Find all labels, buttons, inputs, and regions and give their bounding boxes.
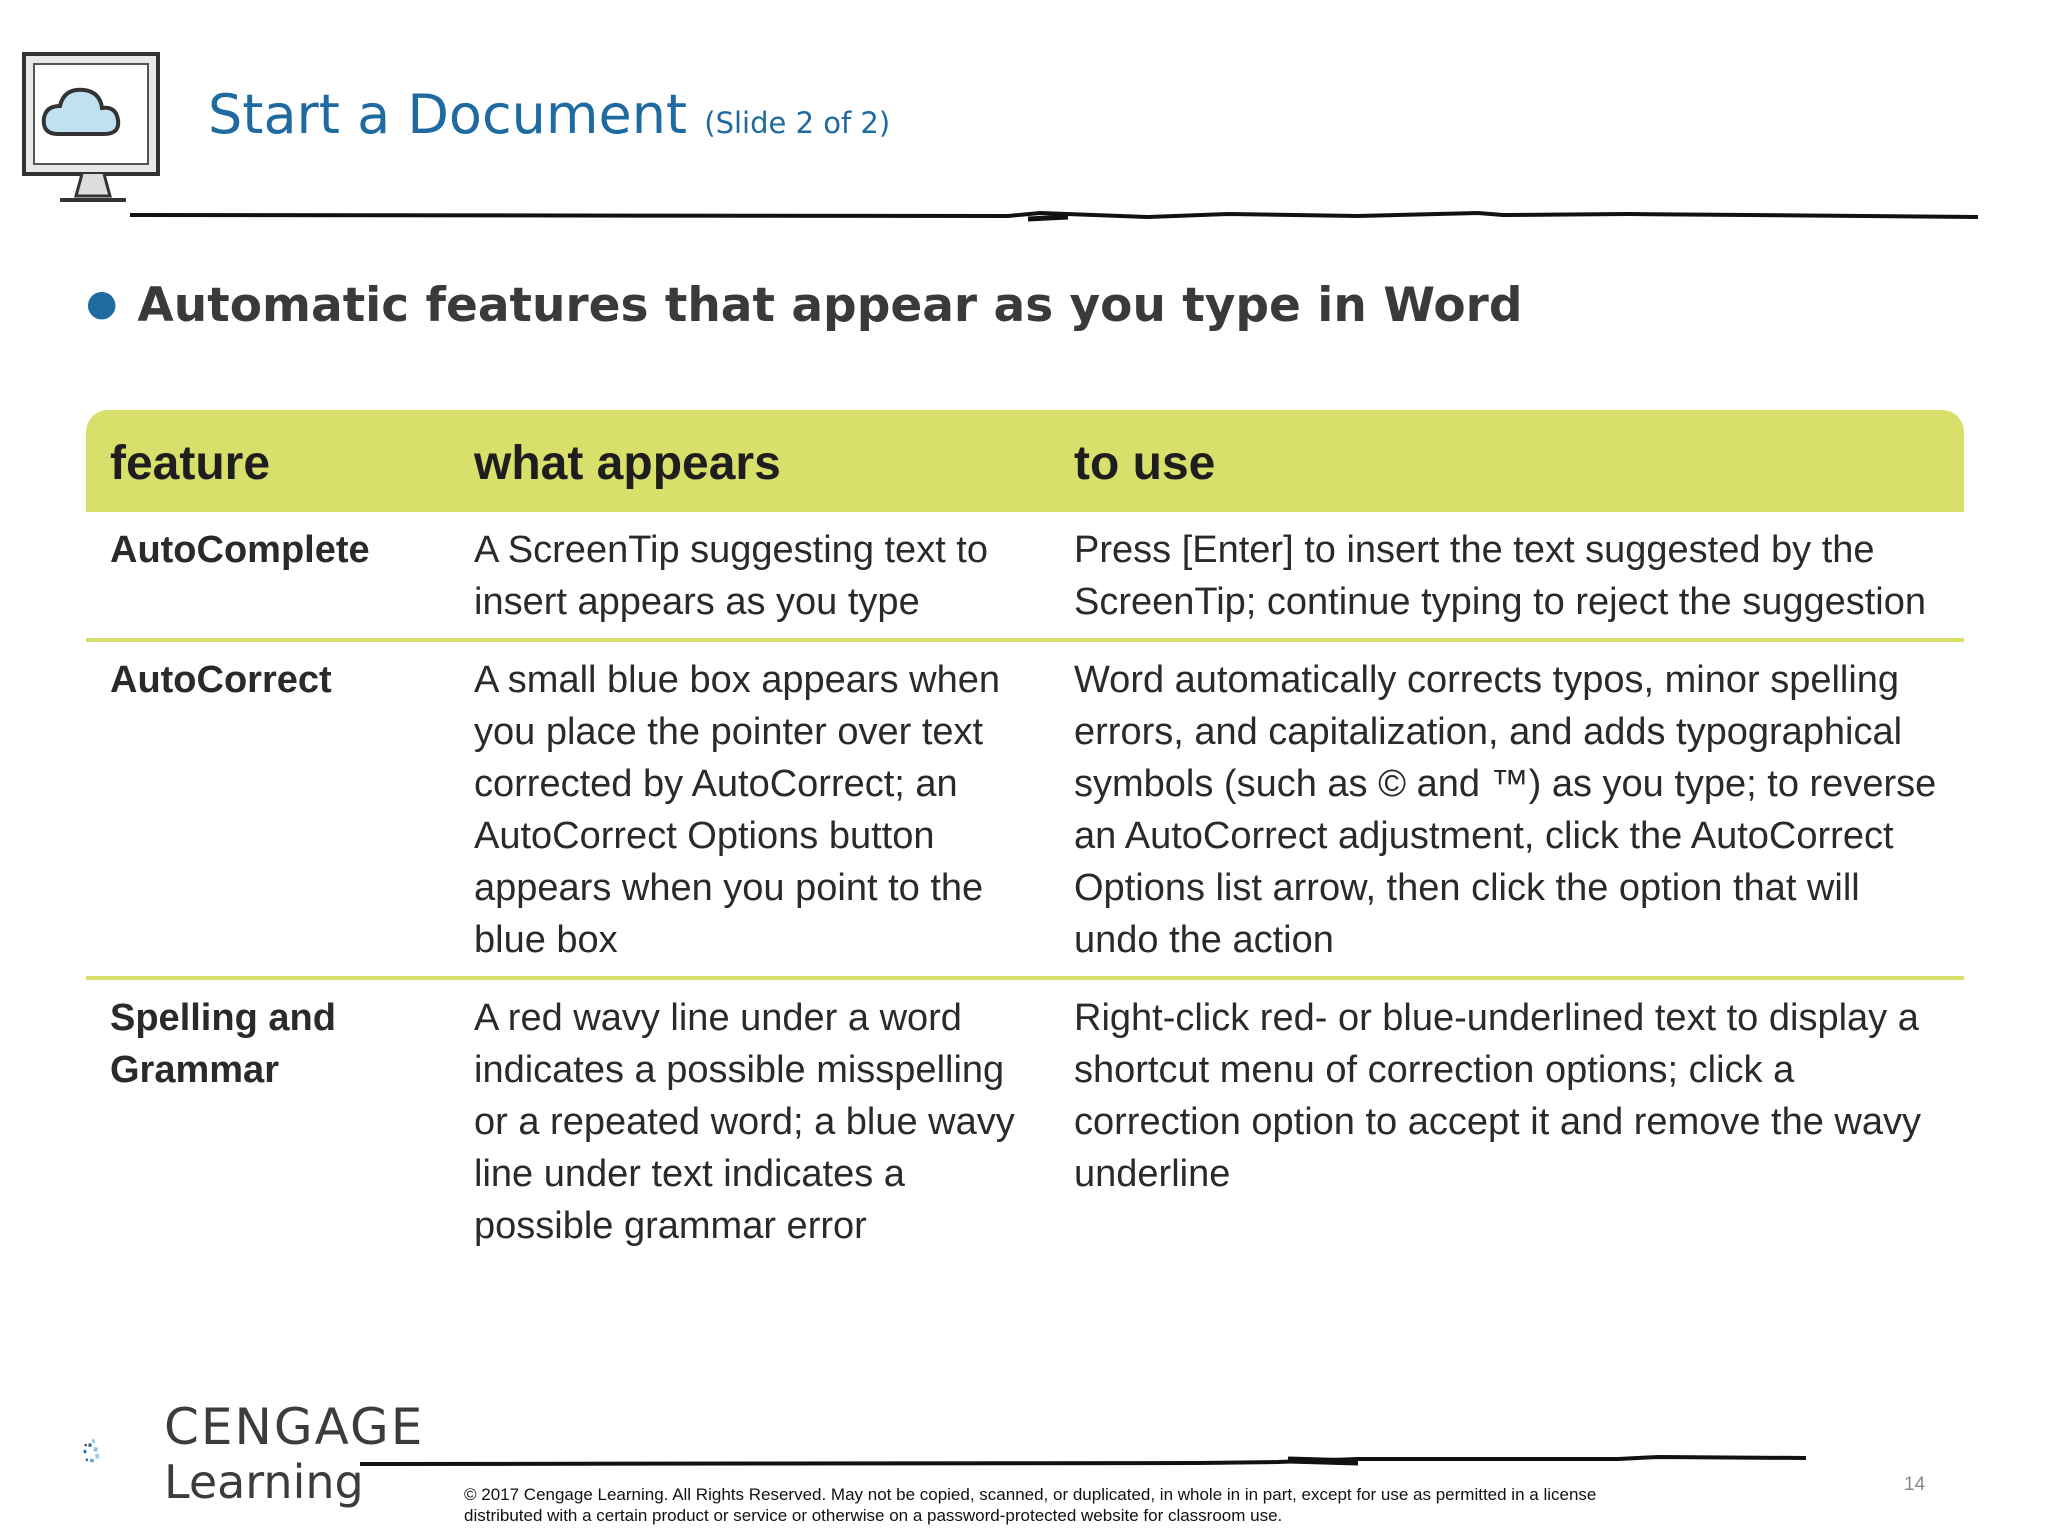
header-feature: feature (110, 436, 271, 490)
table-row (86, 978, 1964, 1262)
logo-text-learning: Learning (164, 1455, 364, 1509)
cell-use: Word automatically corrects typos, minor spelling errors, and capitalization, and adds typographical symbols (such as © and ™) as you type; to reverse an AutoCorrect adjustment, click the AutoCorrect Options list arrow, then click the option that will undo the action (1074, 659, 1937, 961)
slide-subtitle: (Slide 2 of 2) (704, 106, 891, 140)
page-number: 14 (1904, 1474, 1926, 1495)
slide-title-text: Start a Document (208, 83, 688, 146)
cell-appears: A small blue box appears when you place the pointer over text corrected by AutoCorrect; an AutoCorrect Options button appears when you point to the blue box (474, 659, 1000, 961)
bullet-text: Automatic features that appear as you type in Word (137, 278, 1523, 333)
cell-feature: Spelling and Grammar (110, 997, 336, 1091)
slide-title (208, 83, 891, 146)
footer-divider (358, 1450, 1808, 1472)
logo-text-cengage: CENGAGE (164, 1398, 425, 1456)
table-header-row (86, 410, 1964, 512)
title-divider (128, 205, 1980, 225)
cloud-computer-icon (20, 50, 165, 210)
cengage-logo-icon (82, 1390, 162, 1520)
cell-use: Right-click red- or blue-underlined text to display a shortcut menu of correction options; click a correction option to accept it and remove the wavy underline (1074, 997, 1922, 1195)
header-to-use: to use (1074, 436, 1216, 490)
cell-appears: A red wavy line under a word indicates a possible misspelling or a repeated word; a blue wavy line under text indicates a possible grammar error (474, 997, 1015, 1247)
table-row (86, 512, 1964, 640)
copyright-line-2: distributed with a certain product or service or otherwise on a password-protected website for classroom use. (464, 1506, 1283, 1525)
table-row (86, 640, 1964, 978)
bullet-point (86, 278, 1522, 333)
features-table (86, 410, 1964, 1262)
bullet-dot-icon: ● (86, 283, 118, 324)
cell-feature: AutoCorrect (110, 659, 332, 701)
copyright-line-1: © 2017 Cengage Learning. All Rights Reserved. May not be copied, scanned, or duplicated, in whole in in part, except for use as permitted in a license (464, 1485, 1597, 1504)
cell-use: Press [Enter] to insert the text suggested by the ScreenTip; continue typing to reject the suggestion (1074, 529, 1926, 623)
features-table-wrap (86, 410, 1964, 1262)
cell-appears: A ScreenTip suggesting text to insert appears as you type (474, 529, 989, 623)
copyright-notice (464, 1484, 1664, 1526)
header-what-appears: what appears (474, 436, 781, 490)
cell-feature: AutoComplete (110, 529, 370, 571)
